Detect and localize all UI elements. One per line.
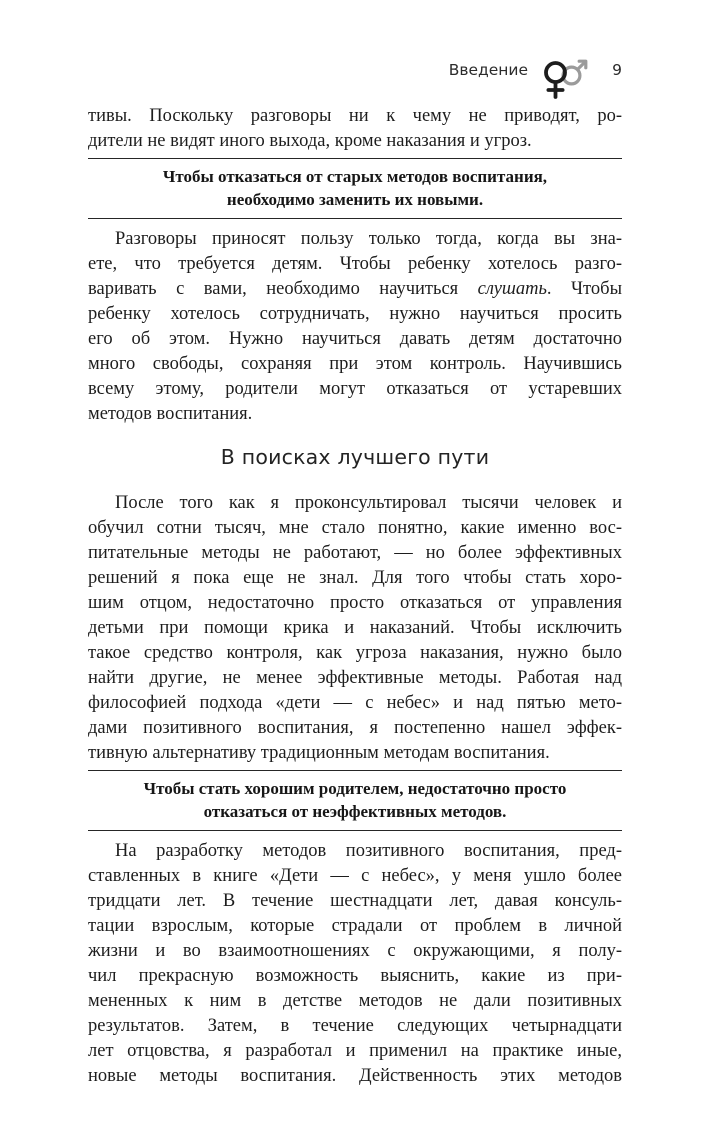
text-line: лет отцовства, я разработал и применил на практике иные,: [88, 1041, 622, 1061]
paragraph: [88, 227, 622, 427]
text-line: На разработку методов позитивного воспитания, пред-: [115, 841, 622, 861]
text-line: такое средство контроля, как угроза наказания, нужно было: [88, 643, 622, 663]
text-line: мененных к ним в детстве методов не дали позитивных: [88, 991, 622, 1011]
key-quote: [88, 158, 622, 219]
text-line: его об этом. Нужно научиться давать детям достаточно: [88, 329, 622, 349]
text-line: питательные методы не работают, — но более эффективных: [88, 543, 622, 563]
paragraph: [88, 104, 622, 154]
text-line: чил прекрасную возможность выяснить, какие из при-: [88, 966, 622, 986]
text-line: дами позитивного воспитания, я постепенно нашел эффек-: [88, 718, 622, 738]
gender-symbols-icon: [541, 54, 591, 86]
text-line: варивать с вами, необходимо научиться слушать. Чтобы: [88, 279, 622, 299]
text-line: После того как я проконсультировал тысячи человек и: [115, 493, 622, 513]
text-line: ете, что требуется детям. Чтобы ребенку хотелось разго-: [88, 254, 622, 274]
quote-line: отказаться от неэффективных методов.: [203, 802, 507, 821]
key-quote: [88, 770, 622, 831]
text-line: шим отцом, недостаточно просто отказаться от управления: [88, 593, 622, 613]
text-line: тивы. Поскольку разговоры ни к чему не приводят, ро-: [88, 106, 622, 126]
text-line: много свободы, сохраняя при этом контроль. Научившись: [88, 354, 622, 374]
text-line: ставленных в книге «Дети — с небес», у меня ушло более: [88, 866, 622, 886]
page-number: 9: [612, 61, 622, 79]
text-line: детьми при помощи крика и наказаний. Чтобы исключить: [88, 618, 622, 638]
text-line: дители не видят иного выхода, кроме наказания и угроз.: [88, 131, 532, 151]
quote-line: Чтобы стать хорошим родителем, недостаточно просто: [143, 779, 567, 798]
section-heading: В поисках лучшего пути: [220, 445, 490, 469]
text-line: найти другие, не менее эффективные методы. Работая над: [88, 668, 622, 688]
text-line: результатов. Затем, в течение следующих четырнадцати: [88, 1016, 622, 1036]
text-line: тивную альтернативу традиционным методам воспитания.: [88, 743, 550, 763]
text-line: методов воспитания.: [88, 404, 253, 424]
paragraph: [88, 491, 622, 766]
quote-line: Чтобы отказаться от старых методов воспитания,: [162, 167, 548, 186]
text-line: Разговоры приносят пользу только тогда, когда вы зна-: [115, 229, 622, 249]
section-title: Введение: [448, 61, 528, 79]
text-line: решений я пока еще не знал. Для того чтобы стать хоро-: [88, 568, 622, 588]
text-line: тации взрослым, которые страдали от проблем в личной: [88, 916, 622, 936]
female-male-symbols-icon: [541, 56, 591, 100]
text-line: всему этому, родители могут отказаться от устаревших: [88, 379, 622, 399]
text-line: философией подхода «дети — с небес» и над пятью мето-: [88, 693, 622, 713]
text-line: новые методы воспитания. Действенность этих методов: [88, 1066, 622, 1086]
quote-line: необходимо заменить их новыми.: [226, 190, 484, 209]
page-content: [88, 104, 622, 1089]
text-line: ребенку хотелось сотрудничать, нужно научиться просить: [88, 304, 622, 324]
paragraph: [88, 839, 622, 1089]
page-header: [88, 54, 622, 86]
text-line: тридцати лет. В течение шестнадцати лет, давая консуль-: [88, 891, 622, 911]
text-line: обучил сотни тысяч, мне стало понятно, какие именно вос-: [88, 518, 622, 538]
text-line: жизни и во взаимоотношениях с окружающими, я полу-: [88, 941, 622, 961]
